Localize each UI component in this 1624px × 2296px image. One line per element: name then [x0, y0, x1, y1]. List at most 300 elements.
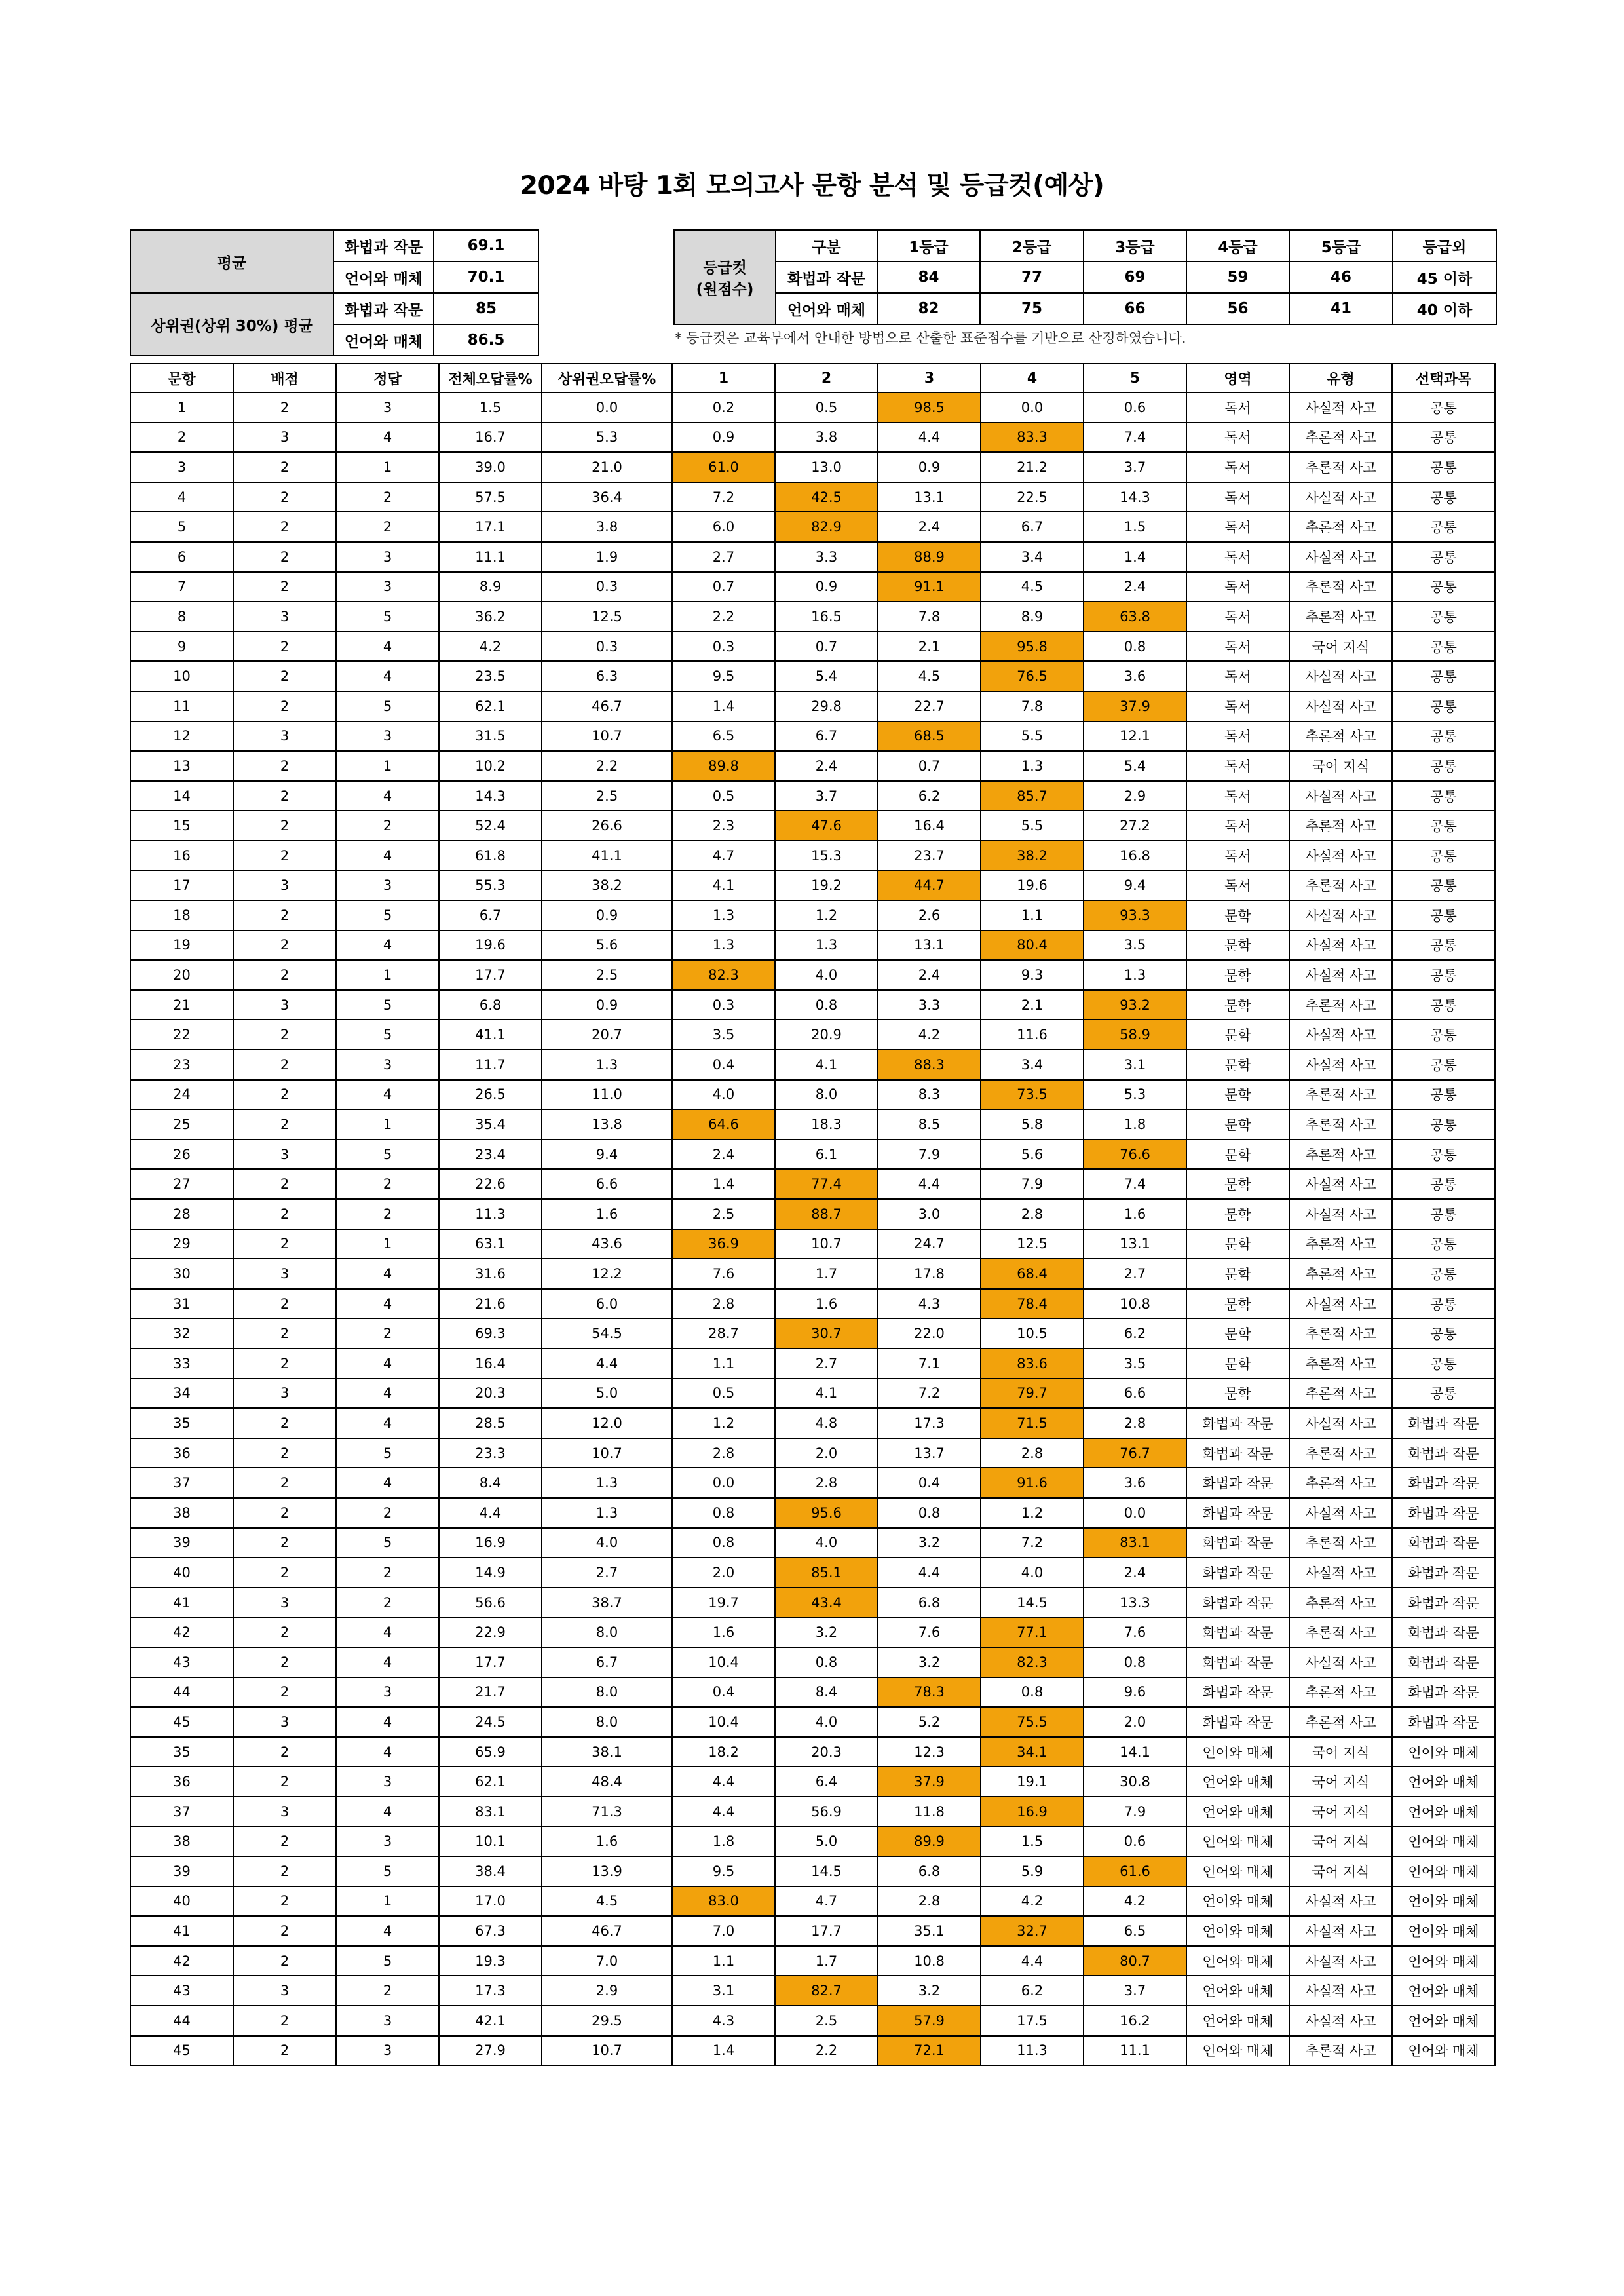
- table-cell: 45: [130, 1707, 233, 1737]
- table-cell: 10.4: [672, 1647, 775, 1677]
- table-cell: 추론적 사고: [1289, 1588, 1392, 1618]
- table-cell: 화법과 작문: [1186, 1408, 1289, 1438]
- table-cell: 사실적 사고: [1289, 1169, 1392, 1199]
- table-cell: 독서: [1186, 602, 1289, 632]
- table-cell: 10.8: [878, 1946, 981, 1976]
- table-cell: 4.2: [439, 632, 542, 662]
- table-cell: 3: [233, 602, 336, 632]
- table-cell: 추론적 사고: [1289, 1379, 1392, 1409]
- table-cell: 83.6: [981, 1349, 1084, 1379]
- table-cell: 27.2: [1084, 811, 1186, 841]
- table-cell: 2.5: [672, 1199, 775, 1229]
- table-cell: 64.6: [672, 1109, 775, 1139]
- table-cell: 사실적 사고: [1289, 1199, 1392, 1229]
- table-cell: 6.6: [542, 1169, 672, 1199]
- table-cell: 2: [233, 1916, 336, 1946]
- table-cell: 5.3: [542, 423, 672, 453]
- table-cell: 28.7: [672, 1318, 775, 1349]
- table-cell: 1.3: [981, 751, 1084, 781]
- table-cell: 추론적 사고: [1289, 572, 1392, 602]
- table-cell: 1.5: [439, 392, 542, 423]
- grade-cut-header: 등급외: [1393, 230, 1496, 261]
- table-cell: 4: [336, 1797, 439, 1827]
- table-row: [130, 691, 1495, 721]
- table-cell: 언어와 매체: [1186, 1767, 1289, 1797]
- grade-cut-score: 40 이하: [1393, 293, 1496, 324]
- table-cell: 35: [130, 1408, 233, 1438]
- table-cell: 언어와 매체: [1392, 1916, 1495, 1946]
- table-cell: 사실적 사고: [1289, 1976, 1392, 2006]
- table-cell: 7.9: [981, 1169, 1084, 1199]
- table-cell: 31.6: [439, 1259, 542, 1289]
- table-cell: 공통: [1392, 602, 1495, 632]
- table-cell: 19: [130, 930, 233, 961]
- table-cell: 추론적 사고: [1289, 1677, 1392, 1708]
- table-row: [130, 781, 1495, 811]
- table-cell: 독서: [1186, 781, 1289, 811]
- table-cell: 24.7: [878, 1229, 981, 1259]
- table-cell: 문학: [1186, 1289, 1289, 1319]
- table-cell: 추론적 사고: [1289, 1528, 1392, 1558]
- table-cell: 8.9: [981, 602, 1084, 632]
- table-cell: 5: [336, 1438, 439, 1468]
- table-cell: 1.2: [981, 1498, 1084, 1528]
- table-cell: 4.2: [1084, 1886, 1186, 1917]
- table-cell: 2: [233, 1468, 336, 1498]
- table-cell: 2: [233, 930, 336, 961]
- table-cell: 2: [233, 1289, 336, 1319]
- table-cell: 추론적 사고: [1289, 1229, 1392, 1259]
- table-cell: 14.1: [1084, 1737, 1186, 1767]
- table-row: [130, 1647, 1495, 1677]
- table-cell: 문학: [1186, 960, 1289, 990]
- table-cell: 4.3: [878, 1289, 981, 1319]
- table-row: [130, 1707, 1495, 1737]
- table-row: [130, 1558, 1495, 1588]
- table-cell: 7.6: [1084, 1617, 1186, 1647]
- table-cell: 2.4: [878, 512, 981, 542]
- table-cell: 공통: [1392, 1289, 1495, 1319]
- table-cell: 1.3: [672, 900, 775, 930]
- table-cell: 추론적 사고: [1289, 721, 1392, 752]
- table-cell: 독서: [1186, 423, 1289, 453]
- table-cell: 38: [130, 1498, 233, 1528]
- table-cell: 독서: [1186, 452, 1289, 482]
- table-row: [130, 1289, 1495, 1319]
- table-cell: 12: [130, 721, 233, 752]
- table-cell: 17.3: [878, 1408, 981, 1438]
- table-cell: 61.6: [1084, 1856, 1186, 1886]
- table-row: [130, 452, 1495, 482]
- table-cell: 20.3: [439, 1379, 542, 1409]
- table-cell: 13.1: [878, 930, 981, 961]
- table-cell: 12.1: [1084, 721, 1186, 752]
- table-cell: 언어와 매체: [1186, 1916, 1289, 1946]
- table-cell: 2: [233, 1827, 336, 1857]
- table-cell: 2.0: [775, 1438, 878, 1468]
- table-cell: 5.9: [981, 1856, 1084, 1886]
- table-cell: 4: [336, 632, 439, 662]
- table-cell: 독서: [1186, 482, 1289, 512]
- table-cell: 6.3: [542, 661, 672, 691]
- table-cell: 독서: [1186, 751, 1289, 781]
- table-cell: 1.5: [1084, 512, 1186, 542]
- table-cell: 2: [233, 482, 336, 512]
- table-cell: 42.1: [439, 2006, 542, 2036]
- table-cell: 3.8: [775, 423, 878, 453]
- table-cell: 4.0: [542, 1528, 672, 1558]
- table-cell: 2: [336, 1498, 439, 1528]
- table-cell: 3.4: [981, 1050, 1084, 1080]
- table-cell: 문학: [1186, 990, 1289, 1020]
- table-cell: 65.9: [439, 1737, 542, 1767]
- table-cell: 4: [336, 1737, 439, 1767]
- table-cell: 공통: [1392, 1229, 1495, 1259]
- table-cell: 추론적 사고: [1289, 1438, 1392, 1468]
- table-cell: 문학: [1186, 1349, 1289, 1379]
- table-cell: 4: [336, 1647, 439, 1677]
- table-cell: 공통: [1392, 1109, 1495, 1139]
- table-cell: 13.3: [1084, 1588, 1186, 1618]
- table-cell: 1.8: [1084, 1109, 1186, 1139]
- table-cell: 추론적 사고: [1289, 1080, 1392, 1110]
- table-cell: 6.8: [878, 1856, 981, 1886]
- table-cell: 22.5: [981, 482, 1084, 512]
- table-cell: 2: [233, 1169, 336, 1199]
- table-cell: 추론적 사고: [1289, 2036, 1392, 2066]
- table-cell: 10.8: [1084, 1289, 1186, 1319]
- table-cell: 2.6: [878, 900, 981, 930]
- table-cell: 4: [336, 841, 439, 871]
- table-cell: 2: [233, 1199, 336, 1229]
- table-cell: 6.1: [775, 1139, 878, 1170]
- table-cell: 80.7: [1084, 1946, 1186, 1976]
- table-cell: 2: [336, 1199, 439, 1229]
- table-cell: 3: [336, 2006, 439, 2036]
- table-cell: 27: [130, 1169, 233, 1199]
- table-cell: 18.3: [775, 1109, 878, 1139]
- table-cell: 사실적 사고: [1289, 1498, 1392, 1528]
- table-cell: 2: [233, 1886, 336, 1917]
- page-title: 2024 바탕 1회 모의고사 문항 분석 및 등급컷(예상): [519, 171, 1105, 201]
- table-row: [130, 1946, 1495, 1976]
- table-cell: 38.1: [542, 1737, 672, 1767]
- table-cell: 8.0: [542, 1677, 672, 1708]
- table-cell: 63.1: [439, 1229, 542, 1259]
- table-row: [130, 1318, 1495, 1349]
- table-cell: 화법과 작문: [1392, 1558, 1495, 1588]
- table-cell: 39: [130, 1528, 233, 1558]
- table-cell: 언어와 매체: [1186, 1737, 1289, 1767]
- table-cell: 0.5: [775, 392, 878, 423]
- table-cell: 7.0: [672, 1916, 775, 1946]
- table-cell: 3.4: [981, 542, 1084, 572]
- average-subject: 언어와 매체: [333, 324, 434, 356]
- table-cell: 언어와 매체: [1186, 1797, 1289, 1827]
- table-cell: 사실적 사고: [1289, 1886, 1392, 1917]
- table-cell: 2: [233, 392, 336, 423]
- grade-cut-row: [674, 261, 1496, 293]
- table-cell: 4.1: [775, 1379, 878, 1409]
- table-cell: 2: [336, 1976, 439, 2006]
- table-cell: 언어와 매체: [1392, 1767, 1495, 1797]
- table-cell: 6.5: [1084, 1916, 1186, 1946]
- table-cell: 공통: [1392, 1349, 1495, 1379]
- table-cell: 2.1: [981, 990, 1084, 1020]
- table-row: [130, 990, 1495, 1020]
- table-cell: 68.4: [981, 1259, 1084, 1289]
- table-cell: 2.7: [672, 542, 775, 572]
- table-cell: 문학: [1186, 1080, 1289, 1110]
- table-cell: 공통: [1392, 1080, 1495, 1110]
- table-cell: 독서: [1186, 542, 1289, 572]
- table-cell: 10.7: [775, 1229, 878, 1259]
- table-cell: 7: [130, 572, 233, 602]
- table-cell: 2.2: [542, 751, 672, 781]
- table-cell: 화법과 작문: [1392, 1408, 1495, 1438]
- table-cell: 공통: [1392, 572, 1495, 602]
- table-cell: 37: [130, 1468, 233, 1498]
- table-cell: 2: [233, 2036, 336, 2066]
- table-cell: 사실적 사고: [1289, 482, 1392, 512]
- table-cell: 2: [233, 632, 336, 662]
- table-row: [130, 512, 1495, 542]
- table-cell: 화법과 작문: [1186, 1617, 1289, 1647]
- table-cell: 5.4: [775, 661, 878, 691]
- table-row: [130, 1767, 1495, 1797]
- table-row: [130, 482, 1495, 512]
- table-cell: 4.0: [775, 960, 878, 990]
- table-cell: 4.7: [672, 841, 775, 871]
- table-cell: 2: [233, 1617, 336, 1647]
- table-cell: 1: [336, 1229, 439, 1259]
- table-cell: 1: [130, 392, 233, 423]
- grade-cut-score: 56: [1186, 293, 1289, 324]
- table-cell: 14.5: [981, 1588, 1084, 1618]
- table-cell: 22.9: [439, 1617, 542, 1647]
- table-cell: 6.4: [775, 1767, 878, 1797]
- table-cell: 화법과 작문: [1186, 1438, 1289, 1468]
- table-cell: 5.8: [981, 1109, 1084, 1139]
- table-cell: 78.4: [981, 1289, 1084, 1319]
- grade-cut-row: [674, 293, 1496, 324]
- table-cell: 3: [233, 1707, 336, 1737]
- table-cell: 화법과 작문: [1186, 1498, 1289, 1528]
- table-cell: 25: [130, 1109, 233, 1139]
- table-cell: 8: [130, 602, 233, 632]
- table-cell: 4.8: [775, 1408, 878, 1438]
- table-cell: 2.2: [775, 2036, 878, 2066]
- table-cell: 83.1: [439, 1797, 542, 1827]
- table-cell: 4.2: [878, 1020, 981, 1050]
- table-cell: 공통: [1392, 691, 1495, 721]
- table-cell: 국어 지식: [1289, 1737, 1392, 1767]
- table-cell: 11: [130, 691, 233, 721]
- table-cell: 82.7: [775, 1976, 878, 2006]
- table-cell: 4: [336, 1916, 439, 1946]
- grade-cut-score: 66: [1084, 293, 1186, 324]
- table-cell: 47.6: [775, 811, 878, 841]
- table-cell: 4.1: [672, 871, 775, 901]
- table-cell: 화법과 작문: [1392, 1707, 1495, 1737]
- table-cell: 공통: [1392, 960, 1495, 990]
- table-cell: 2: [233, 1558, 336, 1588]
- column-header: 배점: [233, 364, 336, 392]
- table-cell: 추론적 사고: [1289, 1139, 1392, 1170]
- table-cell: 2.2: [672, 602, 775, 632]
- table-cell: 독서: [1186, 691, 1289, 721]
- grade-cut-score: 82: [877, 293, 980, 324]
- table-cell: 8.4: [775, 1677, 878, 1708]
- table-cell: 14.3: [439, 781, 542, 811]
- table-row: [130, 632, 1495, 662]
- table-cell: 독서: [1186, 572, 1289, 602]
- table-cell: 1.6: [775, 1289, 878, 1319]
- table-cell: 화법과 작문: [1392, 1677, 1495, 1708]
- table-cell: 4.0: [775, 1528, 878, 1558]
- table-cell: 공통: [1392, 512, 1495, 542]
- table-cell: 6.5: [672, 721, 775, 752]
- table-cell: 10: [130, 661, 233, 691]
- table-cell: 국어 지식: [1289, 1767, 1392, 1797]
- table-cell: 82.3: [981, 1647, 1084, 1677]
- table-row: [130, 1050, 1495, 1080]
- table-cell: 0.0: [1084, 1498, 1186, 1528]
- table-cell: 45: [130, 2036, 233, 2066]
- table-cell: 8.4: [439, 1468, 542, 1498]
- table-cell: 2: [233, 1229, 336, 1259]
- table-cell: 사실적 사고: [1289, 960, 1392, 990]
- table-row: [130, 1498, 1495, 1528]
- table-cell: 6.7: [981, 512, 1084, 542]
- table-cell: 43: [130, 1976, 233, 2006]
- grade-cut-header: 5등급: [1289, 230, 1393, 261]
- average-value: 85: [434, 293, 538, 324]
- table-cell: 공통: [1392, 1259, 1495, 1289]
- table-cell: 30: [130, 1259, 233, 1289]
- average-value: 70.1: [434, 261, 538, 293]
- table-cell: 85.7: [981, 781, 1084, 811]
- table-cell: 1.1: [981, 900, 1084, 930]
- table-cell: 11.7: [439, 1050, 542, 1080]
- table-cell: 사실적 사고: [1289, 1558, 1392, 1588]
- table-cell: 2: [233, 1946, 336, 1976]
- table-cell: 88.7: [775, 1199, 878, 1229]
- column-header: 2: [775, 364, 878, 392]
- table-cell: 사실적 사고: [1289, 1946, 1392, 1976]
- table-cell: 2.7: [775, 1349, 878, 1379]
- table-cell: 24.5: [439, 1707, 542, 1737]
- table-cell: 언어와 매체: [1392, 1946, 1495, 1976]
- table-cell: 38: [130, 1827, 233, 1857]
- table-cell: 10.7: [542, 721, 672, 752]
- table-cell: 2: [233, 1318, 336, 1349]
- table-cell: 2: [233, 960, 336, 990]
- grade-cut-table: [673, 229, 1497, 325]
- table-cell: 사실적 사고: [1289, 691, 1392, 721]
- table-cell: 4: [336, 1468, 439, 1498]
- table-cell: 1.1: [672, 1349, 775, 1379]
- table-cell: 6.6: [1084, 1379, 1186, 1409]
- table-cell: 3.2: [878, 1976, 981, 2006]
- table-cell: 4.0: [672, 1080, 775, 1110]
- table-cell: 16.8: [1084, 841, 1186, 871]
- table-cell: 28.5: [439, 1408, 542, 1438]
- table-cell: 1.7: [775, 1259, 878, 1289]
- table-cell: 5.4: [1084, 751, 1186, 781]
- table-cell: 언어와 매체: [1392, 1886, 1495, 1917]
- table-cell: 언어와 매체: [1392, 1797, 1495, 1827]
- table-cell: 22.7: [878, 691, 981, 721]
- table-cell: 10.7: [542, 2036, 672, 2066]
- table-cell: 0.4: [672, 1677, 775, 1708]
- table-cell: 21.2: [981, 452, 1084, 482]
- table-cell: 19.6: [981, 871, 1084, 901]
- table-cell: 43: [130, 1647, 233, 1677]
- table-cell: 4.2: [981, 1886, 1084, 1917]
- table-row: [130, 721, 1495, 752]
- table-cell: 4.4: [439, 1498, 542, 1528]
- table-cell: 9: [130, 632, 233, 662]
- table-cell: 19.2: [775, 871, 878, 901]
- table-cell: 5: [336, 1946, 439, 1976]
- table-cell: 26: [130, 1139, 233, 1170]
- table-cell: 85.1: [775, 1558, 878, 1588]
- table-cell: 4: [336, 1080, 439, 1110]
- table-cell: 1: [336, 751, 439, 781]
- table-cell: 83.3: [981, 423, 1084, 453]
- table-cell: 7.4: [1084, 1169, 1186, 1199]
- table-cell: 93.3: [1084, 900, 1186, 930]
- table-cell: 23.3: [439, 1438, 542, 1468]
- table-cell: 2: [233, 1528, 336, 1558]
- table-cell: 6: [130, 542, 233, 572]
- table-row: [130, 602, 1495, 632]
- table-cell: 0.9: [542, 900, 672, 930]
- table-cell: 2.3: [672, 811, 775, 841]
- table-cell: 문학: [1186, 1318, 1289, 1349]
- table-cell: 0.8: [672, 1498, 775, 1528]
- table-cell: 5.6: [542, 930, 672, 961]
- table-cell: 41.1: [542, 841, 672, 871]
- table-cell: 화법과 작문: [1186, 1677, 1289, 1708]
- table-cell: 10.5: [981, 1318, 1084, 1349]
- table-cell: 3.7: [1084, 1976, 1186, 2006]
- table-cell: 2: [336, 811, 439, 841]
- table-cell: 0.8: [1084, 1647, 1186, 1677]
- table-cell: 37.9: [878, 1767, 981, 1797]
- table-cell: 2.8: [981, 1438, 1084, 1468]
- table-cell: 공통: [1392, 900, 1495, 930]
- table-cell: 2: [233, 542, 336, 572]
- table-cell: 82.3: [672, 960, 775, 990]
- table-cell: 14.9: [439, 1558, 542, 1588]
- table-cell: 2: [233, 841, 336, 871]
- table-cell: 23.7: [878, 841, 981, 871]
- table-cell: 3: [336, 871, 439, 901]
- table-cell: 사실적 사고: [1289, 841, 1392, 871]
- table-cell: 추론적 사고: [1289, 1468, 1392, 1498]
- table-cell: 72.1: [878, 2036, 981, 2066]
- table-cell: 2: [233, 1020, 336, 1050]
- table-row: [130, 1109, 1495, 1139]
- table-cell: 18.2: [672, 1737, 775, 1767]
- table-cell: 2.9: [1084, 781, 1186, 811]
- table-cell: 12.5: [542, 602, 672, 632]
- table-cell: 4.5: [981, 572, 1084, 602]
- table-cell: 공통: [1392, 542, 1495, 572]
- table-cell: 언어와 매체: [1186, 1946, 1289, 1976]
